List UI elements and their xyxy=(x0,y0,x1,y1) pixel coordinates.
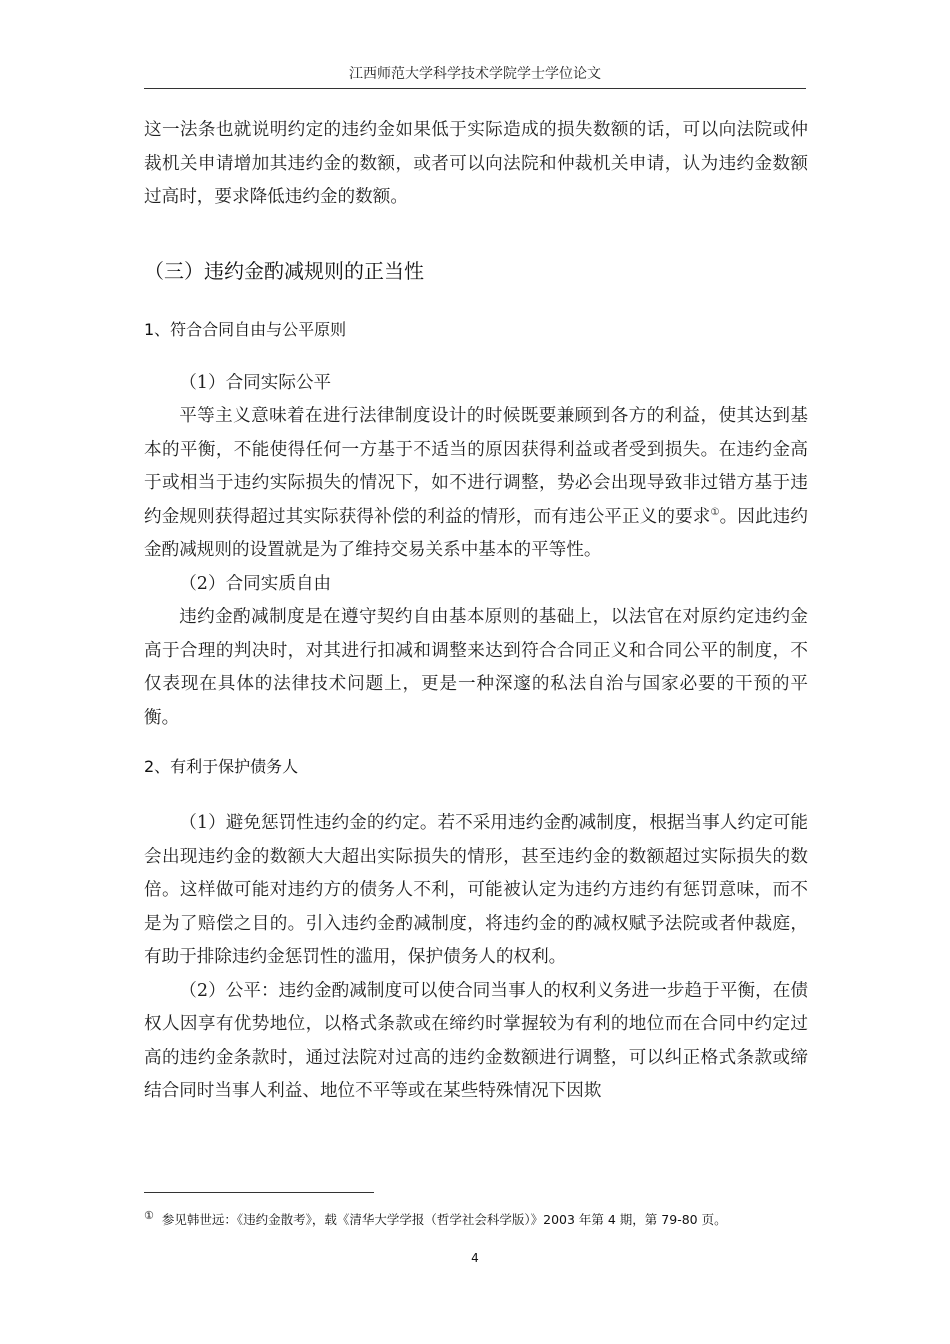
subsection-title-2: 2、有利于保护债务人 xyxy=(144,757,299,776)
fairness-text-before: 平等主义意味着在进行法律制度设计的时候既要兼顾到各方的利益，使其达到基本的平衡，不能使得任何一方基于不适当的原因获得利益或者受到损失。在违约金高于或相当于违约实际损失的情况下，如不进行调整，势必会出现导致非过错方基于违约金规则获得超过其实际获得补偿的利益的情形，而有违公平正义的要求 xyxy=(144,406,808,527)
section-title: （三）违约金酌减规则的正当性 xyxy=(144,258,424,283)
paragraph-penalty: （1）避免惩罚性违约金的约定。若不采用违约金酌减制度，根据当事人约定可能会出现违约金的数额大大超出实际损失的情形，甚至违约金的数额超过实际损失的数倍。这样做可能对违约方的债务人不利，可能被认定为违约方违约有惩罚意味，而不是为了赔偿之目的。引入违约金酌减制度，将违约金的酌减权赋予法院或者仲裁庭，有助于排除违约金惩罚性的滥用，保护债务人的权利。 xyxy=(144,813,808,967)
footnote-divider xyxy=(144,1192,374,1193)
subsection-title-1: 1、符合合同自由与公平原则 xyxy=(144,319,347,339)
item-label-freedom: （2）合同实质自由 xyxy=(179,573,332,594)
item-paragraph-freedom: 违约金酌减制度是在遵守契约自由基本原则的基础上，以法官在对原约定违约金高于合理的判决时，对其进行扣减和调整来达到符合合同正义和合同公平的制度，不仅表现在具体的法律技术问题上，更是一种深邃的私法自治与国家必要的干预的平衡。 xyxy=(144,607,808,728)
footnote-text: 参见韩世远：《违约金散考》，载《清华大学学报（哲学社会科学版）》2003 年第 4 期，第 79-80 页。 xyxy=(161,1212,727,1228)
page-number: 4 xyxy=(471,1251,479,1265)
footnote-reference[interactable]: ① xyxy=(710,506,720,518)
fairness-text-after: 。因此违约金酌减规则的设置就是为了维持交易关系中基本的平等性。 xyxy=(144,506,808,560)
running-header: 江西师范大学科学技术学院学士学位论文 xyxy=(349,66,601,82)
footnote xyxy=(144,1207,814,1229)
item-label-fairness: （1）合同实际公平 xyxy=(179,372,332,393)
intro-paragraph: 这一法条也就说明约定的违约金如果低于实际造成的损失数额的话，可以向法院或仲裁机关申请增加其违约金的数额，或者可以向法院和仲裁机关申请，认为违约金数额过高时，要求降低违约金的数额。 xyxy=(144,120,808,207)
header-divider xyxy=(144,88,806,89)
footnote-mark: ① xyxy=(144,1209,154,1222)
item-paragraph-fairness xyxy=(144,400,808,568)
paragraph-equity: （2）公平：违约金酌减制度可以使合同当事人的权利义务进一步趋于平衡，在债权人因享有优势地位，以格式条款或在缔约时掌握较为有利的地位而在合同中约定过高的违约金条款时，通过法院对过高的违约金数额进行调整，可以纠正格式条款或缔结合同时当事人利益、地位不平等或在某些特殊情况下因欺 xyxy=(144,980,808,1101)
page-body xyxy=(144,114,808,1109)
